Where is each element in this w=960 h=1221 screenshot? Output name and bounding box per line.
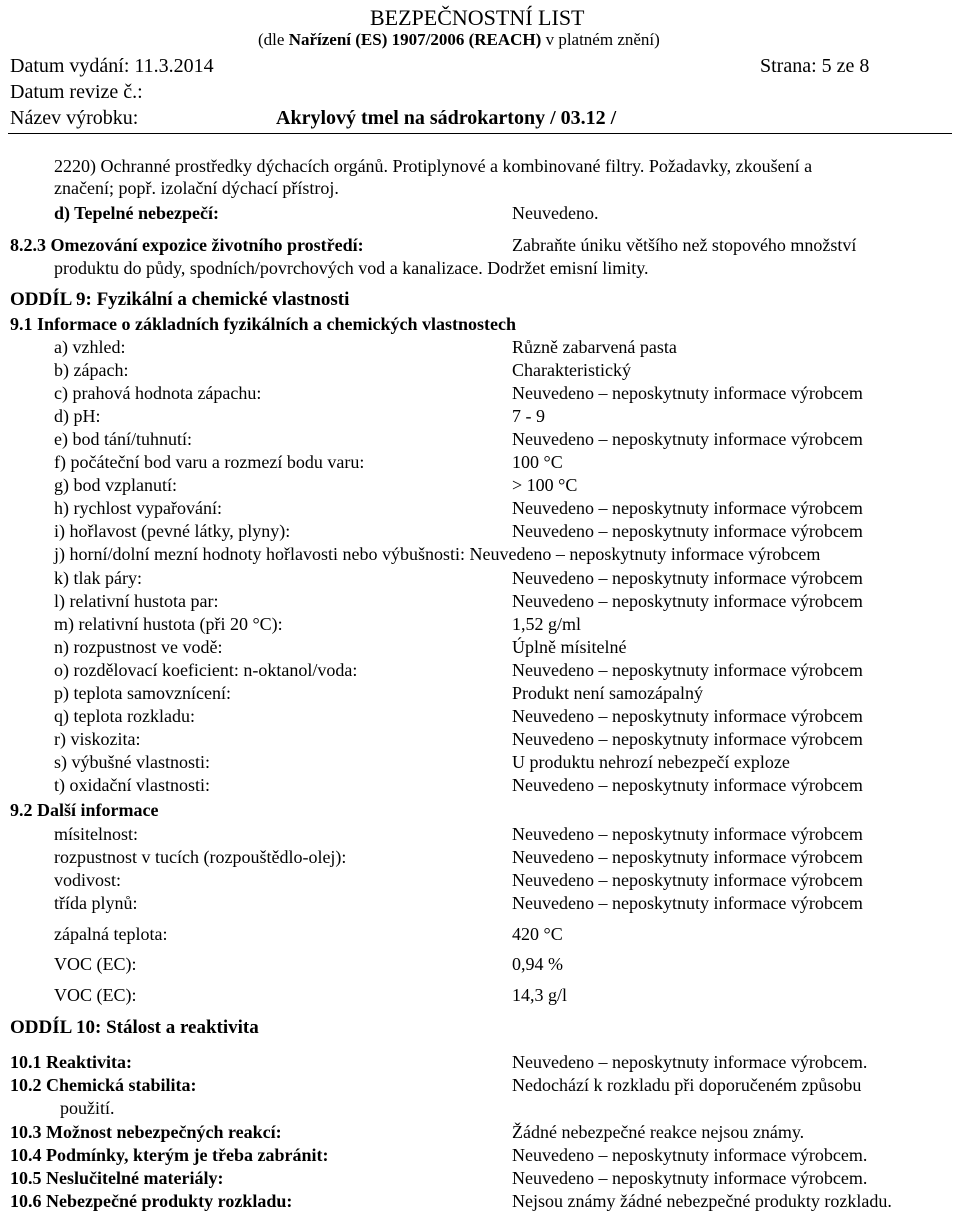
property-label: r) viskozita: xyxy=(54,729,141,749)
property-label: l) relativní hustota par: xyxy=(54,591,219,611)
property-value: Neuvedeno – neposkytnuty informace výrobcem xyxy=(512,775,863,795)
property-value: Neuvedeno – neposkytnuty informace výrobcem xyxy=(512,729,863,749)
property-value: U produktu nehrozí nebezpečí exploze xyxy=(512,752,790,772)
property-value: Úplně mísitelné xyxy=(512,637,627,657)
property-value: Neuvedeno – neposkytnuty informace výrobcem xyxy=(512,847,863,867)
env-exposure-label: 8.2.3 Omezování expozice životního prostředí: xyxy=(10,235,364,255)
property-line-flammability-limits: j) horní/dolní mezní hodnoty hořlavosti nebo výbušnosti: Neuvedeno – neposkytnuty informace výrobcem xyxy=(54,544,821,564)
property-label: m) relativní hustota (při 20 °C): xyxy=(54,614,283,634)
revision-date: Datum revize č.: xyxy=(10,81,143,103)
reactivity-value: Nedochází k rozkladu při doporučeném způsobu xyxy=(512,1075,862,1095)
document-subtitle xyxy=(258,30,660,50)
subtitle-regulation: Nařízení (ES) 1907/2006 (REACH) xyxy=(288,30,542,49)
section-heading: ODDÍL 9: Fyzikální a chemické vlastnosti xyxy=(10,289,350,310)
property-value: Neuvedeno – neposkytnuty informace výrobcem xyxy=(512,706,863,726)
subsection-heading: 9.1 Informace o základních fyzikálních a chemických vlastnostech xyxy=(10,314,516,334)
reactivity-value: Neuvedeno – neposkytnuty informace výrobcem. xyxy=(512,1145,868,1165)
property-value: Neuvedeno – neposkytnuty informace výrobcem xyxy=(512,521,863,541)
property-label: p) teplota samovznícení: xyxy=(54,683,231,703)
property-label: s) výbušné vlastnosti: xyxy=(54,752,210,772)
env-exposure-value: Zabraňte úniku většího než stopového množství xyxy=(512,235,857,255)
text-line: značení; popř. izolační dýchací přístroj. xyxy=(54,178,339,198)
reactivity-value: Žádné nebezpečné reakce nejsou známy. xyxy=(512,1122,805,1142)
property-label: zápalná teplota: xyxy=(54,924,168,944)
property-value: 14,3 g/l xyxy=(512,985,568,1005)
property-value: 7 - 9 xyxy=(512,406,545,426)
property-label: c) prahová hodnota zápachu: xyxy=(54,383,262,403)
property-value: Neuvedeno – neposkytnuty informace výrobcem xyxy=(512,383,863,403)
property-label: VOC (EC): xyxy=(54,985,137,1005)
property-value: 420 °C xyxy=(512,924,563,944)
property-label: h) rychlost vypařování: xyxy=(54,498,222,518)
property-label: f) počáteční bod varu a rozmezí bodu varu: xyxy=(54,452,365,472)
property-value: Neuvedeno – neposkytnuty informace výrobcem xyxy=(512,870,863,890)
property-value: Neuvedeno – neposkytnuty informace výrobcem xyxy=(512,660,863,680)
property-value: > 100 °C xyxy=(512,475,578,495)
property-label: mísitelnost: xyxy=(54,824,139,844)
property-label: n) rozpustnost ve vodě: xyxy=(54,637,223,657)
reactivity-label: 10.5 Neslučitelné materiály: xyxy=(10,1168,224,1188)
issue-date: Datum vydání: 11.3.2014 xyxy=(10,55,214,77)
property-label: třída plynů: xyxy=(54,893,138,913)
reactivity-value-continued: použití. xyxy=(60,1098,115,1118)
property-label: a) vzhled: xyxy=(54,337,126,357)
property-value: Neuvedeno – neposkytnuty informace výrobcem xyxy=(512,591,863,611)
subtitle-prefix: (dle xyxy=(258,30,289,49)
reactivity-value: Neuvedeno – neposkytnuty informace výrobcem. xyxy=(512,1168,868,1188)
page-number: Strana: 5 ze 8 xyxy=(760,55,870,77)
property-value: Produkt není samozápalný xyxy=(512,683,703,703)
property-label: q) teplota rozkladu: xyxy=(54,706,195,726)
reactivity-value: Nejsou známy žádné nebezpečné produkty rozkladu. xyxy=(512,1191,892,1211)
reactivity-label: 10.4 Podmínky, kterým je třeba zabránit: xyxy=(10,1145,329,1165)
property-label: b) zápach: xyxy=(54,360,129,380)
property-value: 0,94 % xyxy=(512,954,563,974)
property-label: d) pH: xyxy=(54,406,101,426)
text-line: 2220) Ochranné prostředky dýchacích orgánů. Protiplynové a kombinované filtry. Požadavky, zkoušení a xyxy=(54,156,813,176)
header-rule xyxy=(8,133,952,134)
product-name: Akrylový tmel na sádrokartony / 03.12 / xyxy=(276,107,617,129)
subtitle-suffix: v platném znění) xyxy=(541,30,660,49)
reactivity-label: 10.2 Chemická stabilita: xyxy=(10,1075,197,1095)
reactivity-value: Neuvedeno – neposkytnuty informace výrobcem. xyxy=(512,1052,868,1072)
property-label: g) bod vzplanutí: xyxy=(54,475,177,495)
property-label: t) oxidační vlastnosti: xyxy=(54,775,210,795)
reactivity-label: 10.3 Možnost nebezpečných reakcí: xyxy=(10,1122,282,1142)
property-value: Různě zabarvená pasta xyxy=(512,337,677,357)
property-value: Charakteristický xyxy=(512,360,631,380)
document-title: BEZPEČNOSTNÍ LIST xyxy=(370,5,585,30)
reactivity-label: 10.6 Nebezpečné produkty rozkladu: xyxy=(10,1191,293,1211)
property-label: vodivost: xyxy=(54,870,122,890)
property-value: Neuvedeno – neposkytnuty informace výrobcem xyxy=(512,824,863,844)
property-label: e) bod tání/tuhnutí: xyxy=(54,429,192,449)
property-value: Neuvedeno – neposkytnuty informace výrobcem xyxy=(512,893,863,913)
property-label: rozpustnost v tucích (rozpouštědlo-olej): xyxy=(54,847,347,867)
section-heading: ODDÍL 10: Stálost a reaktivita xyxy=(10,1017,259,1038)
env-exposure-continued: produktu do půdy, spodních/povrchových vod a kanalizace. Dodržet emisní limity. xyxy=(54,258,649,278)
property-value: Neuvedeno – neposkytnuty informace výrobcem xyxy=(512,498,863,518)
thermal-hazard-label: d) Tepelné nebezpečí: xyxy=(54,203,219,223)
property-value: Neuvedeno – neposkytnuty informace výrobcem xyxy=(512,429,863,449)
subsection-heading: 9.2 Další informace xyxy=(10,800,159,820)
property-label: VOC (EC): xyxy=(54,954,137,974)
property-value: 100 °C xyxy=(512,452,563,472)
property-value: 1,52 g/ml xyxy=(512,614,582,634)
property-value: Neuvedeno – neposkytnuty informace výrobcem xyxy=(512,568,863,588)
property-label: i) hořlavost (pevné látky, plyny): xyxy=(54,521,291,541)
property-label: k) tlak páry: xyxy=(54,568,142,588)
property-label: o) rozdělovací koeficient: n-oktanol/voda: xyxy=(54,660,358,680)
reactivity-label: 10.1 Reaktivita: xyxy=(10,1052,132,1072)
product-label: Název výrobku: xyxy=(10,107,139,129)
thermal-hazard-value: Neuvedeno. xyxy=(512,203,599,223)
